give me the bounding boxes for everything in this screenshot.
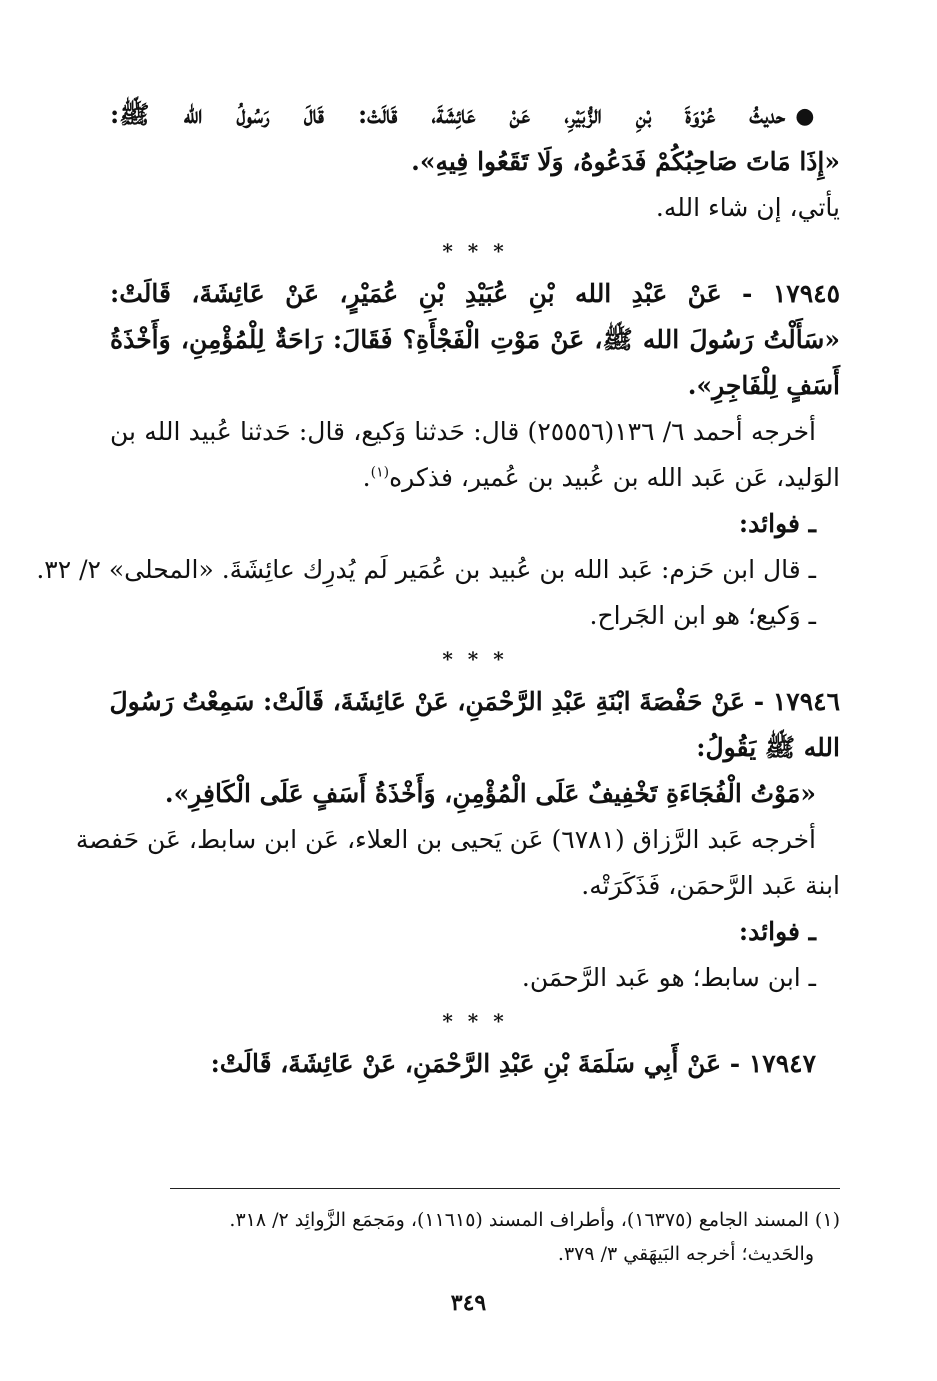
hadith-17945-line-1: ١٧٩٤٥ - عَنْ عَبْدِ الله بْنِ عُبَيْدِ بْنِ عُمَيْرٍ، عَنْ عَائِشَةَ، قَالَتْ: [110,279,840,308]
hadith-17946-line-1: ١٧٩٤٦ - عَنْ حَفْصَةَ ابْنَةِ عَبْدِ الرَّحْمَنِ، عَنْ عَائِشَةَ، قَالَتْ: سَمِعْتُ رَسُولَ [109,687,840,716]
hadith-urwah-line-1 [110,92,840,139]
fawaid-label-1: ـ فوائد: [738,509,816,538]
hadith-17945-line-3: أَسَفٍ لِلْفَاجِرِ». [687,371,840,400]
page-body [36,92,840,1087]
hadith-17946-takhrij-1: أخرجه عَبد الرَّزاق (٦٧٨١) عَن يَحيى بن العلاء، عَن ابن سابط، عَن حَفصة [75,825,816,854]
separator-3: * * * [442,1009,508,1033]
hadith-17945-takhrij-1: أخرجه أحمد ٦/ ١٣٦(٢٥٥٥٦) قال: حَدثنا وَكيع، قال: حَدثنا عُبيد الله بن [110,417,817,446]
hadith-urwah-text-1: حديثُ عُرْوَةَ بْنِ الزُّبَيْرِ، عَنْ عَائِشَةَ، قَالَتْ: قَالَ رَسُولُ الله ﷺ: [110,100,786,129]
footnote-ref-1: (١) [370,464,390,481]
hadith-17946-line-2: الله ﷺ يَقُولُ: [696,733,840,762]
fawaid-1-line-2: ـ وَكيع؛ هو ابن الجَراح. [589,601,816,630]
separator-1: * * * [442,239,508,263]
footnotes [170,1188,840,1271]
footnote-1-line-2: والحَديث؛ أخرجه البَيهَقي ٣/ ٣٧٩. [557,1243,814,1265]
hadith-17946-takhrij-2: ابنة عَبد الرَّحمَن، فَذَكَرَتْه. [581,871,840,900]
footnote-1-line-1: (١) المسند الجامع (١٦٣٧٥)، وأطراف المسند (١١٦١٥)، ومَجمَع الزَّوائِد ٢/ ٣١٨. [229,1209,840,1231]
hadith-urwah-line-2: «إِذَا مَاتَ صَاحِبُكُمْ فَدَعُوهُ، وَلَا تَقَعُوا فِيهِ». [411,147,840,176]
separator-2: * * * [442,647,508,671]
hadith-17946-line-3: «مَوْتُ الْفُجَاءَةِ تَخْفِيفٌ عَلَى الْمُؤْمِنِ، وَأَخْذَةُ أَسَفٍ عَلَى الْكَافِرِ». [164,779,816,808]
page-number: ٣٤٩ [450,1290,487,1316]
hadith-17945-line-2: «سَأَلْتُ رَسُولَ الله ﷺ، عَنْ مَوْتِ الْفَجْأَةِ؟ فَقَالَ: رَاحَةٌ لِلْمُؤْمِنِ، وَأَخْذَةُ [110,325,840,354]
hadith-urwah-line-3: يأتي، إن شاء الله. [655,193,840,222]
fawaid-1-line-1: ـ قال ابن حَزم: عَبد الله بن عُبيد بن عُمَير لَم يُدرِك عائِشَةَ. «المحلى» ٢/ ٣٢. [36,555,816,584]
fawaid-2-line-1: ـ ابن سابط؛ هو عَبد الرَّحمَن. [521,963,816,992]
fawaid-label-2: ـ فوائد: [738,917,816,946]
hadith-17945-takhrij-2-text: الوَليد، عَن عَبد الله بن عُبيد بن عُمير، فذكره [389,463,840,492]
bullet-icon: ● [795,103,840,129]
hadith-17945-takhrij-2: الوَليد، عَن عَبد الله بن عُبيد بن عُمير، فذكره$^{(١)}$. [362,463,840,492]
hadith-17947-line-1: ١٧٩٤٧ - عَنْ أَبِي سَلَمَةَ بْنِ عَبْدِ الرَّحْمَنِ، عَنْ عَائِشَةَ، قَالَتْ: [210,1049,816,1078]
